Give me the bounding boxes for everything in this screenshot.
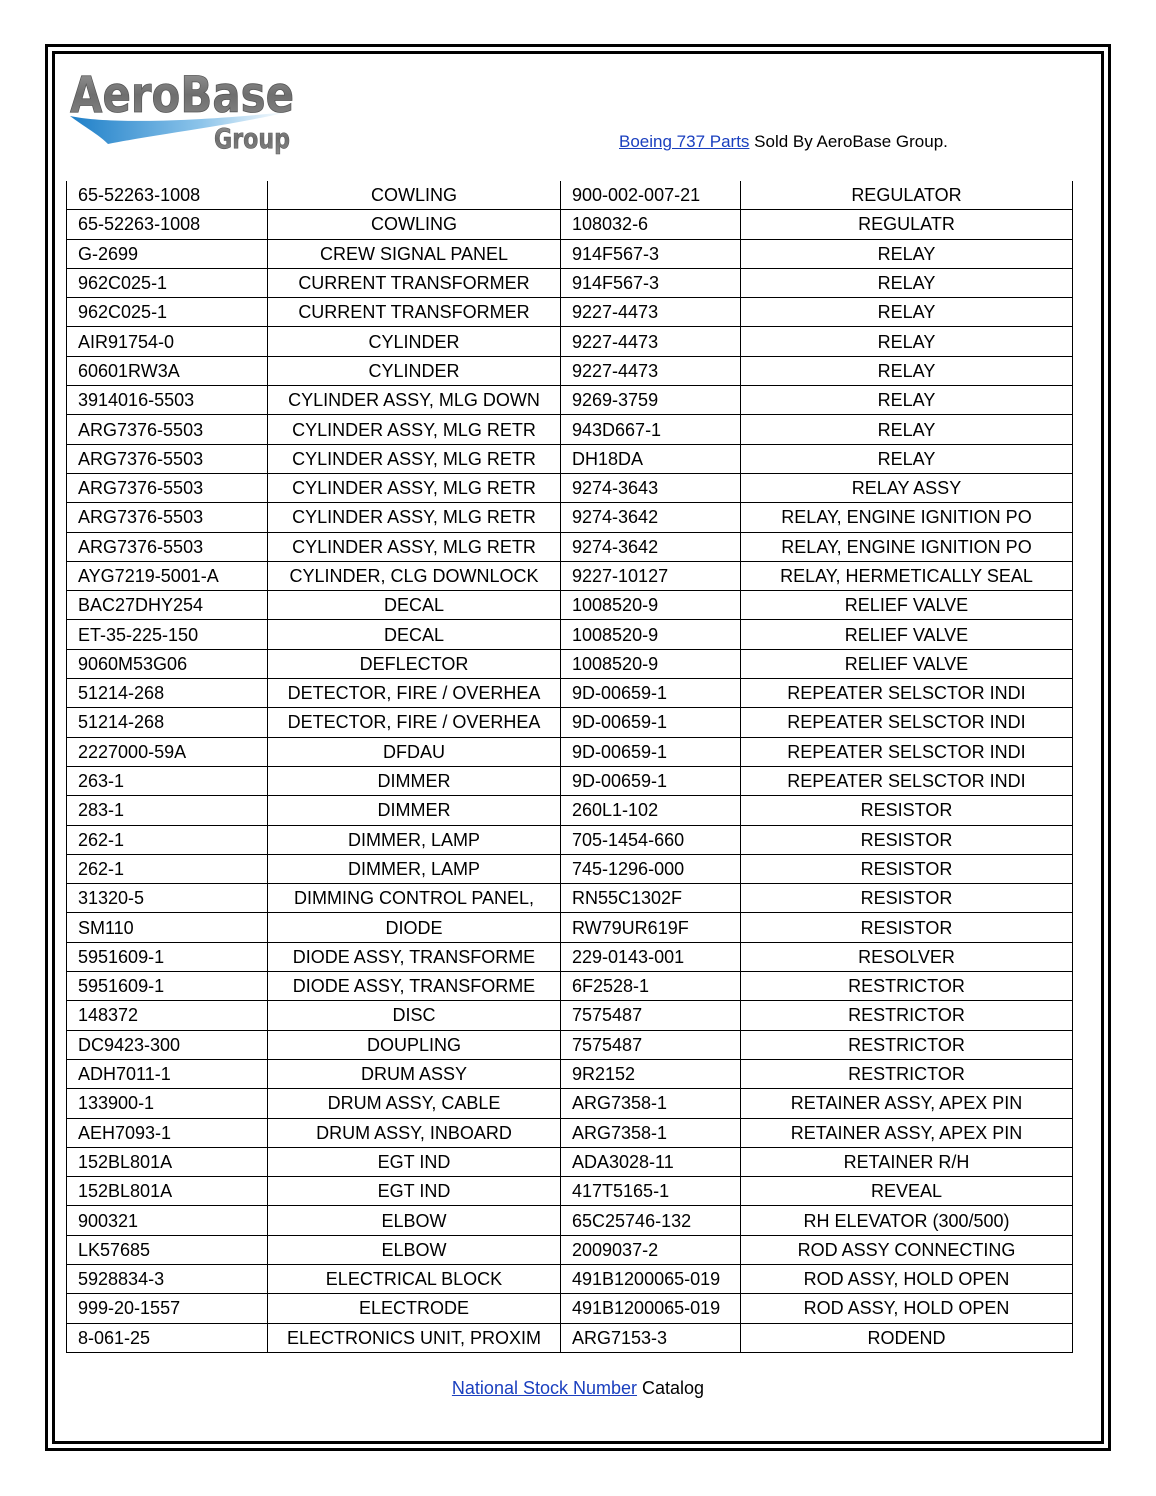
description-right: RESISTOR [741,884,1073,913]
table-row [67,796,1073,825]
description-right: RESISTOR [741,825,1073,854]
part-number-left: 3914016-5503 [67,386,268,415]
table-row [67,1030,1073,1059]
header-caption-text: Sold By AeroBase Group. [749,132,948,151]
description-left: DISC [268,1001,561,1030]
description-left: CYLINDER ASSY, MLG RETR [268,473,561,502]
part-number-right: 1008520-9 [561,649,741,678]
part-number-right: 1008520-9 [561,591,741,620]
part-number-left: 8-061-25 [67,1323,268,1352]
table-row [67,181,1073,210]
description-right: RELIEF VALVE [741,591,1073,620]
description-right: RESTRICTOR [741,1001,1073,1030]
description-right: RELAY [741,386,1073,415]
description-left: CYLINDER [268,356,561,385]
description-right: RESISTOR [741,913,1073,942]
table-row [67,444,1073,473]
table-row [67,1264,1073,1293]
table-row [67,884,1073,913]
description-right: RELAY [741,268,1073,297]
description-left: DETECTOR, FIRE / OVERHEA [268,679,561,708]
part-number-left: ARG7376-5503 [67,532,268,561]
description-right: REPEATER SELSCTOR INDI [741,737,1073,766]
description-left: CYLINDER ASSY, MLG RETR [268,444,561,473]
part-number-left: ARG7376-5503 [67,415,268,444]
description-left: CYLINDER ASSY, MLG RETR [268,532,561,561]
table-row [67,386,1073,415]
description-right: RELAY [741,298,1073,327]
description-left: DIODE ASSY, TRANSFORME [268,972,561,1001]
part-number-right: 943D667-1 [561,415,741,444]
part-number-left: 133900-1 [67,1089,268,1118]
part-number-left: 51214-268 [67,679,268,708]
header-caption [619,132,948,152]
description-left: CYLINDER ASSY, MLG RETR [268,503,561,532]
part-number-left: 148372 [67,1001,268,1030]
part-number-right: 417T5165-1 [561,1177,741,1206]
part-number-right: 9274-3642 [561,503,741,532]
part-number-right: 705-1454-660 [561,825,741,854]
part-number-right: RN55C1302F [561,884,741,913]
part-number-left: 9060M53G06 [67,649,268,678]
table-row [67,356,1073,385]
part-number-left: ET-35-225-150 [67,620,268,649]
description-left: DIODE [268,913,561,942]
description-right: RELAY, ENGINE IGNITION PO [741,503,1073,532]
description-left: CURRENT TRANSFORMER [268,268,561,297]
part-number-right: 9D-00659-1 [561,679,741,708]
description-left: ELECTRICAL BLOCK [268,1264,561,1293]
table-row [67,298,1073,327]
part-number-right: ARG7358-1 [561,1089,741,1118]
description-left: DEFLECTOR [268,649,561,678]
part-number-left: 5951609-1 [67,972,268,1001]
part-number-right: 9274-3643 [561,473,741,502]
part-number-right: 7575487 [561,1030,741,1059]
description-right: RELAY [741,327,1073,356]
parts-table-body [67,181,1073,1352]
table-row [67,1089,1073,1118]
part-number-left: ARG7376-5503 [67,473,268,502]
part-number-right: 2009037-2 [561,1235,741,1264]
part-number-left: ARG7376-5503 [67,503,268,532]
part-number-left: 5928834-3 [67,1264,268,1293]
part-number-left: 262-1 [67,854,268,883]
part-number-left: 5951609-1 [67,942,268,971]
part-number-left: 900321 [67,1206,268,1235]
description-left: CURRENT TRANSFORMER [268,298,561,327]
table-row [67,1147,1073,1176]
description-right: RELAY [741,239,1073,268]
aerobase-logo [68,64,298,154]
description-right: RELAY, HERMETICALLY SEAL [741,561,1073,590]
table-row [67,620,1073,649]
svg-text:AeroBase: AeroBase [70,66,294,124]
part-number-right: 9227-4473 [561,298,741,327]
part-number-left: SM110 [67,913,268,942]
table-row [67,1059,1073,1088]
part-number-right: 6F2528-1 [561,972,741,1001]
description-left: DIMMING CONTROL PANEL, [268,884,561,913]
part-number-left: 283-1 [67,796,268,825]
part-number-right: 65C25746-132 [561,1206,741,1235]
table-row [67,1001,1073,1030]
description-left: DIMMER [268,766,561,795]
table-row [67,1177,1073,1206]
description-right: RODEND [741,1323,1073,1352]
footer-caption-text: Catalog [637,1378,705,1398]
part-number-left: G-2699 [67,239,268,268]
table-row [67,942,1073,971]
part-number-right: 7575487 [561,1001,741,1030]
table-row [67,473,1073,502]
part-number-right: 914F567-3 [561,268,741,297]
description-right: RESTRICTOR [741,972,1073,1001]
table-row [67,1294,1073,1323]
part-number-left: 263-1 [67,766,268,795]
footer-caption [0,1378,1156,1399]
part-number-left: BAC27DHY254 [67,591,268,620]
table-row [67,561,1073,590]
description-left: ELECTRONICS UNIT, PROXIM [268,1323,561,1352]
part-number-left: AYG7219-5001-A [67,561,268,590]
table-row [67,532,1073,561]
table-row [67,737,1073,766]
part-number-right: ARG7358-1 [561,1118,741,1147]
table-row [67,1118,1073,1147]
part-number-left: 51214-268 [67,708,268,737]
part-number-right: 9R2152 [561,1059,741,1088]
description-right: RESTRICTOR [741,1059,1073,1088]
description-left: CYLINDER ASSY, MLG RETR [268,415,561,444]
table-row [67,503,1073,532]
description-left: CREW SIGNAL PANEL [268,239,561,268]
part-number-right: 900-002-007-21 [561,181,741,210]
part-number-left: ADH7011-1 [67,1059,268,1088]
part-number-right: 491B1200065-019 [561,1294,741,1323]
table-row [67,972,1073,1001]
description-left: DRUM ASSY [268,1059,561,1088]
table-row [67,913,1073,942]
part-number-left: 999-20-1557 [67,1294,268,1323]
part-number-left: ARG7376-5503 [67,444,268,473]
part-number-right: 229-0143-001 [561,942,741,971]
description-right: REGULATR [741,210,1073,239]
description-left: CYLINDER, CLG DOWNLOCK [268,561,561,590]
part-number-right: 9269-3759 [561,386,741,415]
part-number-left: 152BL801A [67,1147,268,1176]
part-number-left: 2227000-59A [67,737,268,766]
description-left: CYLINDER [268,327,561,356]
description-right: RH ELEVATOR (300/500) [741,1206,1073,1235]
part-number-right: 914F567-3 [561,239,741,268]
description-right: RELAY ASSY [741,473,1073,502]
part-number-left: AIR91754-0 [67,327,268,356]
parts-table [66,181,1073,1353]
part-number-left: 262-1 [67,825,268,854]
table-row [67,591,1073,620]
part-number-right: 9227-4473 [561,356,741,385]
table-row [67,1323,1073,1352]
description-right: ROD ASSY, HOLD OPEN [741,1264,1073,1293]
description-right: RESISTOR [741,796,1073,825]
description-left: DRUM ASSY, CABLE [268,1089,561,1118]
part-number-right: 491B1200065-019 [561,1264,741,1293]
description-left: DIMMER [268,796,561,825]
table-row [67,854,1073,883]
description-right: RETAINER R/H [741,1147,1073,1176]
table-row [67,239,1073,268]
description-left: DECAL [268,591,561,620]
description-left: DOUPLING [268,1030,561,1059]
svg-text:Group: Group [214,122,290,155]
part-number-left: LK57685 [67,1235,268,1264]
part-number-right: ADA3028-11 [561,1147,741,1176]
table-row [67,1206,1073,1235]
description-left: ELECTRODE [268,1294,561,1323]
part-number-right: 745-1296-000 [561,854,741,883]
description-left: DFDAU [268,737,561,766]
description-left: COWLING [268,181,561,210]
description-right: REPEATER SELSCTOR INDI [741,679,1073,708]
part-number-right: 1008520-9 [561,620,741,649]
part-number-right: 9D-00659-1 [561,766,741,795]
national-stock-number-link[interactable]: National Stock Number [451,1378,638,1398]
part-number-right: DH18DA [561,444,741,473]
part-number-left: 65-52263-1008 [67,210,268,239]
description-left: ELBOW [268,1206,561,1235]
description-left: DIODE ASSY, TRANSFORME [268,942,561,971]
description-right: REVEAL [741,1177,1073,1206]
table-row [67,766,1073,795]
table-row [67,1235,1073,1264]
description-left: DRUM ASSY, INBOARD [268,1118,561,1147]
description-right: REPEATER SELSCTOR INDI [741,708,1073,737]
part-number-left: 31320-5 [67,884,268,913]
part-number-right: 108032-6 [561,210,741,239]
part-number-left: 60601RW3A [67,356,268,385]
table-row [67,679,1073,708]
description-left: DIMMER, LAMP [268,825,561,854]
description-right: RELIEF VALVE [741,649,1073,678]
table-row [67,415,1073,444]
part-number-right: ARG7153-3 [561,1323,741,1352]
table-row [67,268,1073,297]
description-right: RETAINER ASSY, APEX PIN [741,1089,1073,1118]
description-left: DECAL [268,620,561,649]
boeing-737-parts-link[interactable]: Boeing 737 Parts [619,132,750,151]
part-number-right: RW79UR619F [561,913,741,942]
description-left: EGT IND [268,1177,561,1206]
description-right: RELAY [741,415,1073,444]
description-right: RELAY [741,444,1073,473]
part-number-right: 9D-00659-1 [561,708,741,737]
description-left: COWLING [268,210,561,239]
description-right: RESISTOR [741,854,1073,883]
description-right: RETAINER ASSY, APEX PIN [741,1118,1073,1147]
description-right: RELAY [741,356,1073,385]
description-left: DETECTOR, FIRE / OVERHEA [268,708,561,737]
table-row [67,649,1073,678]
description-right: RELIEF VALVE [741,620,1073,649]
description-right: RELAY, ENGINE IGNITION PO [741,532,1073,561]
part-number-right: 9227-4473 [561,327,741,356]
table-row [67,825,1073,854]
description-right: ROD ASSY CONNECTING [741,1235,1073,1264]
description-right: REPEATER SELSCTOR INDI [741,766,1073,795]
part-number-left: 962C025-1 [67,268,268,297]
table-row [67,327,1073,356]
description-left: ELBOW [268,1235,561,1264]
part-number-right: 9274-3642 [561,532,741,561]
table-row [67,210,1073,239]
description-right: ROD ASSY, HOLD OPEN [741,1294,1073,1323]
description-right: RESOLVER [741,942,1073,971]
description-left: DIMMER, LAMP [268,854,561,883]
part-number-left: 962C025-1 [67,298,268,327]
part-number-right: 9227-10127 [561,561,741,590]
part-number-right: 260L1-102 [561,796,741,825]
part-number-left: 152BL801A [67,1177,268,1206]
description-right: REGULATOR [741,181,1073,210]
description-left: EGT IND [268,1147,561,1176]
description-left: CYLINDER ASSY, MLG DOWN [268,386,561,415]
part-number-left: 65-52263-1008 [67,181,268,210]
part-number-left: DC9423-300 [67,1030,268,1059]
part-number-right: 9D-00659-1 [561,737,741,766]
part-number-left: AEH7093-1 [67,1118,268,1147]
table-row [67,708,1073,737]
description-right: RESTRICTOR [741,1030,1073,1059]
